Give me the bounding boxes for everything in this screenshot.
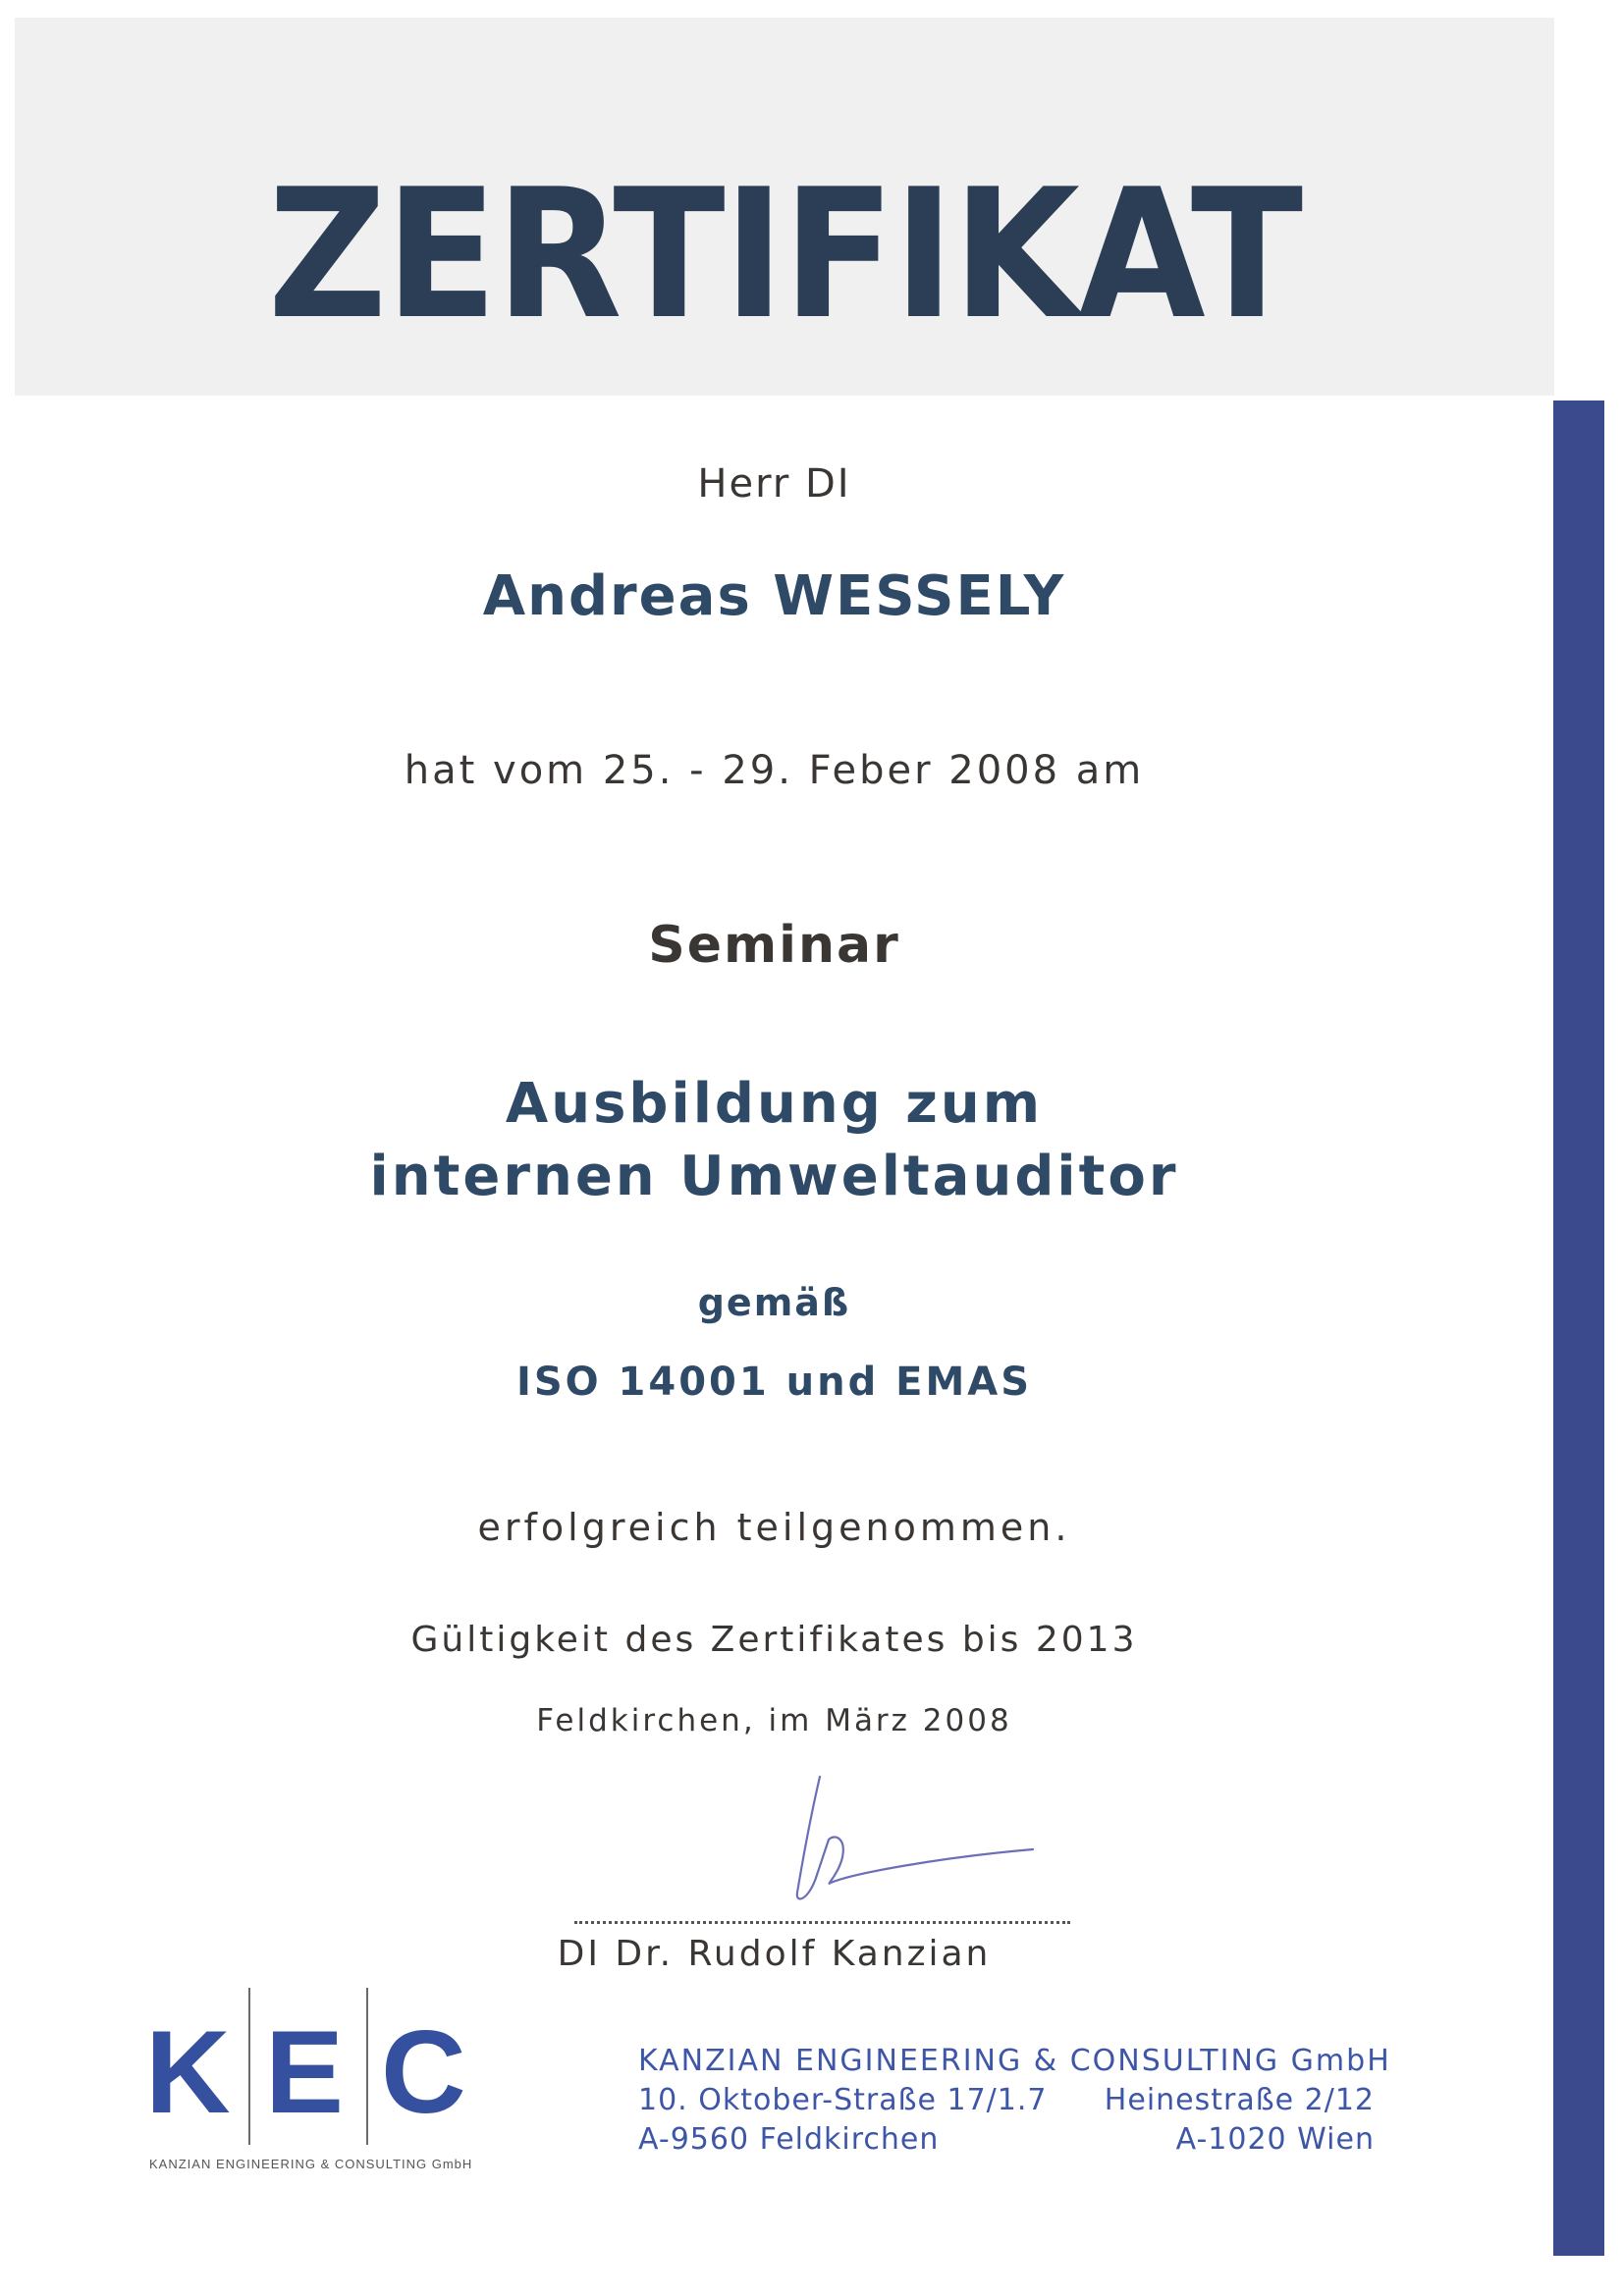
course-title-line2: internen Umweltauditor	[369, 1145, 1179, 1208]
according-to: gemäß	[697, 1281, 851, 1324]
logo-letter-k: K	[145, 2006, 231, 2138]
side-accent-bar	[1553, 400, 1604, 2256]
logo-letter-e: E	[265, 2006, 345, 2138]
address-row	[638, 2120, 1375, 2160]
signer-name: DI Dr. Rudolf Kanzian	[557, 1934, 992, 1974]
logo-subtitle: KANZIAN ENGINEERING & CONSULTING GmbH	[149, 2157, 473, 2171]
logo-divider	[248, 1988, 250, 2145]
seminar-dates: hat vom 25. - 29. Feber 2008 am	[404, 748, 1145, 793]
seminar-label: Seminar	[648, 916, 900, 975]
right-city: A-1020 Wien	[1175, 2122, 1375, 2157]
standards: ISO 14001 und EMAS	[515, 1360, 1033, 1405]
logo-letter-c: C	[381, 2006, 466, 2138]
validity-statement: Gültigkeit des Zertifikates bis 2013	[410, 1620, 1138, 1660]
company-name: KANZIAN ENGINEERING & CONSULTING GmbH	[638, 2044, 1391, 2078]
address-row	[638, 2081, 1375, 2120]
kec-logo	[145, 1988, 489, 2174]
certificate-title: ZERTIFIKAT	[267, 150, 1302, 358]
place-and-date: Feldkirchen, im März 2008	[536, 1703, 1012, 1738]
right-street: Heinestraße 2/12	[1104, 2083, 1375, 2117]
logo-divider	[366, 1988, 368, 2145]
salutation: Herr DI	[697, 461, 851, 507]
recipient-name: Andreas WESSELY	[482, 564, 1066, 628]
course-title-line1: Ausbildung zum	[505, 1072, 1044, 1136]
completion-statement: erfolgreich teilgenommen.	[477, 1506, 1071, 1549]
signature-line	[574, 1921, 1070, 1924]
left-city: A-9560 Feldkirchen	[638, 2122, 940, 2157]
signature	[766, 1767, 1051, 1914]
left-street: 10. Oktober-Straße 17/1.7	[638, 2083, 1048, 2117]
company-address-block	[638, 2042, 1391, 2160]
